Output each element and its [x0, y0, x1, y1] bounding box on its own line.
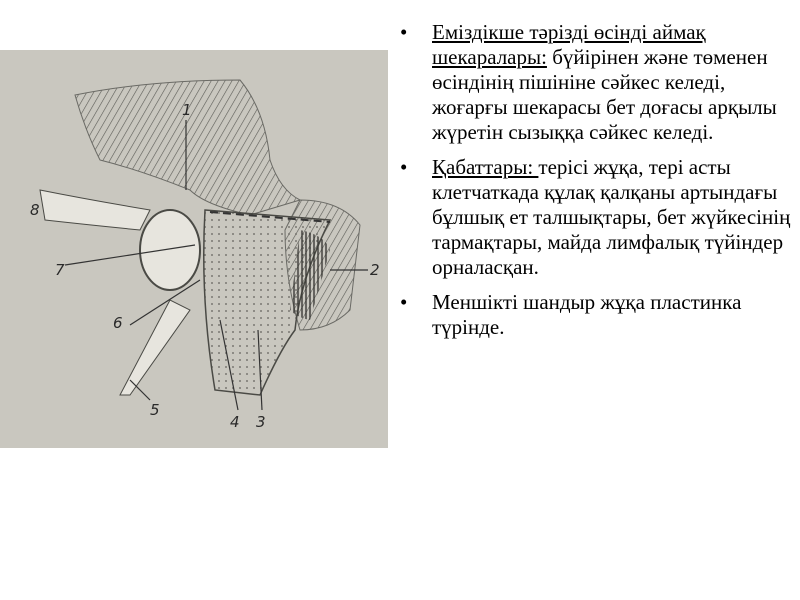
ear-canal — [140, 210, 200, 290]
bullet-item-layers — [396, 155, 791, 280]
label-4: 4 — [230, 413, 240, 431]
bullet-body: бүйірінен және төменен өсіндінің пішініне сәйкес келеді, жоғарғы шекарасы бет доғасы арқылы жүретін сызыққа сәйкес келеді. — [432, 45, 777, 144]
bullet-item-boundaries — [396, 20, 791, 145]
bullet-body: терісі жұқа, тері асты клетчаткада құлақ қалқаны артындағы бұлшық ет талшықтары, бет жүйкесінің тармақтары, майда лимфалық түйіндер орналасқан. — [432, 155, 791, 279]
mastoid-region-drawing — [0, 50, 388, 448]
bullet-heading: Қабаттары: — [432, 155, 539, 179]
bullet-body: Меншікті шандыр жұқа пластинка түрінде. — [432, 290, 742, 339]
label-7: 7 — [55, 261, 65, 279]
label-3: 3 — [256, 413, 266, 431]
label-6: 6 — [113, 314, 123, 332]
bullet-icon: • — [400, 290, 408, 314]
label-5: 5 — [150, 401, 160, 419]
bullet-icon: • — [400, 20, 408, 44]
label-8: 8 — [30, 201, 40, 219]
bullet-text-area — [396, 20, 791, 350]
bullet-icon: • — [400, 155, 408, 179]
label-2: 2 — [370, 261, 380, 279]
label-1: 1 — [182, 101, 192, 119]
zygoma — [40, 190, 150, 230]
bullet-list — [396, 20, 791, 340]
bullet-item-fascia — [396, 290, 791, 340]
anatomy-figure — [0, 50, 388, 448]
bullet-heading: Еміздікше тәрізді өсінді аймақ шекаралары: — [432, 20, 706, 69]
